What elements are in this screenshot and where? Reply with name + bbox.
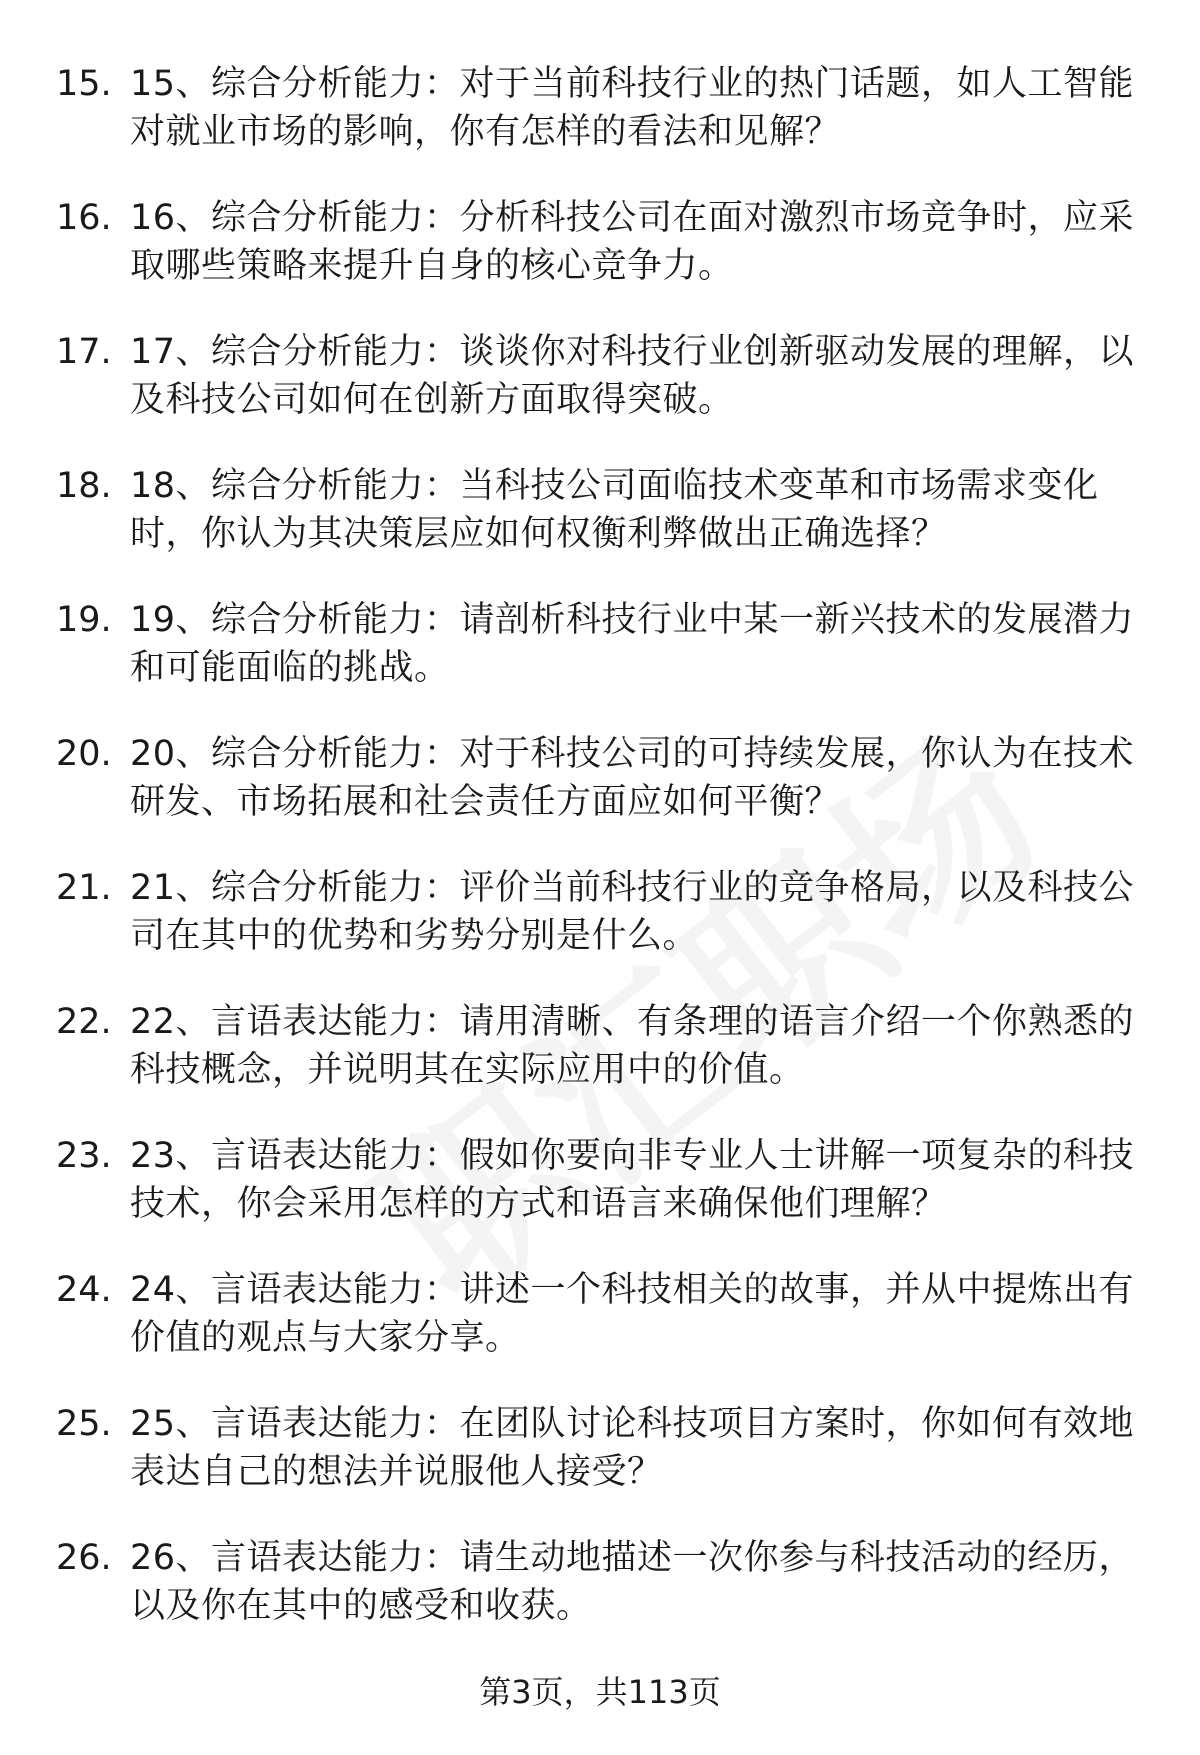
question-text: 22、言语表达能力：请用清晰、有条理的语言介绍一个你熟悉的科技概念，并说明其在实际应用中的价值。 — [130, 1002, 1135, 1090]
question-number: 22. — [56, 1002, 112, 1042]
list-item — [0, 462, 1200, 596]
question-text: 26、言语表达能力：请生动地描述一次你参与科技活动的经历，以及你在其中的感受和收获。 — [130, 1538, 1135, 1626]
question-text: 25、言语表达能力：在团队讨论科技项目方案时，你如何有效地表达自己的想法并说服他人接受？ — [130, 1404, 1135, 1492]
question-number: 17. — [56, 332, 112, 372]
question-number: 19. — [56, 600, 112, 640]
question-text: 15、综合分析能力：对于当前科技行业的热门话题，如人工智能对就业市场的影响，你有怎样的看法和见解？ — [130, 64, 1135, 152]
list-item — [0, 60, 1200, 194]
question-text: 18、综合分析能力：当科技公司面临技术变革和市场需求变化时，你认为其决策层应如何权衡利弊做出正确选择？ — [130, 466, 1099, 554]
list-item — [0, 730, 1200, 864]
question-text: 17、综合分析能力：谈谈你对科技行业创新驱动发展的理解，以及科技公司如何在创新方面取得突破。 — [130, 332, 1135, 420]
question-number: 24. — [56, 1270, 112, 1310]
question-number: 23. — [56, 1136, 112, 1176]
question-number: 18. — [56, 466, 112, 506]
list-item — [0, 1266, 1200, 1400]
question-number: 21. — [56, 868, 112, 908]
question-text: 19、综合分析能力：请剖析科技行业中某一新兴技术的发展潜力和可能面临的挑战。 — [130, 600, 1135, 688]
question-text: 20、综合分析能力：对于科技公司的可持续发展，你认为在技术研发、市场拓展和社会责任方面应如何平衡？ — [130, 734, 1135, 822]
page-footer: 第3页，共113页 — [479, 1673, 721, 1711]
question-number: 26. — [56, 1538, 112, 1578]
question-text: 24、言语表达能力：讲述一个科技相关的故事，并从中提炼出有价值的观点与大家分享。 — [130, 1270, 1135, 1358]
question-text: 21、综合分析能力：评价当前科技行业的竞争格局，以及科技公司在其中的优势和劣势分别是什么。 — [130, 868, 1135, 956]
question-text: 16、综合分析能力：分析科技公司在面对激烈市场竞争时，应采取哪些策略来提升自身的核心竞争力。 — [130, 198, 1135, 286]
list-item — [0, 864, 1200, 998]
list-item — [0, 1132, 1200, 1266]
question-number: 16. — [56, 198, 112, 238]
list-item — [0, 1400, 1200, 1534]
list-item — [0, 328, 1200, 462]
list-item — [0, 194, 1200, 328]
list-item — [0, 1534, 1200, 1668]
question-list — [0, 60, 1200, 1668]
list-item — [0, 998, 1200, 1132]
question-number: 20. — [56, 734, 112, 774]
question-number: 15. — [56, 64, 112, 104]
list-item — [0, 596, 1200, 730]
question-text: 23、言语表达能力：假如你要向非专业人士讲解一项复杂的科技技术，你会采用怎样的方式和语言来确保他们理解？ — [130, 1136, 1135, 1224]
question-number: 25. — [56, 1404, 112, 1444]
